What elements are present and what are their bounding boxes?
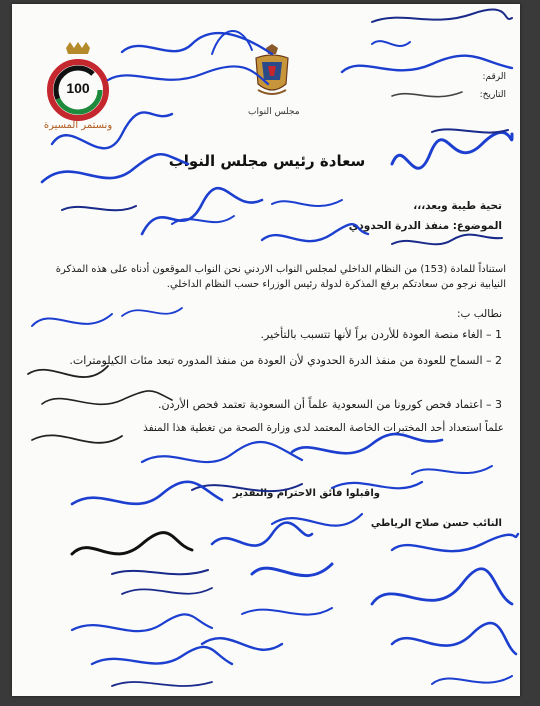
logo-caption: ونستمر المسيرة	[43, 120, 113, 131]
demand-item-1: 1 – الغاء منصة العودة للأردن براً لأنها تتسبب بالتأخير.	[260, 328, 502, 341]
lab-note: علماً استعداد أحد المختبرات الخاصة المعتمد لدى وزارة الصحة من تغطية هذا المنفذ	[143, 422, 504, 434]
closing-line: واقبلوا فائق الاحترام والتقدير	[232, 488, 380, 499]
logo-number: 100	[66, 80, 90, 96]
demand-item-2: 2 – السماح للعودة من منفذ الدرة الحدودي لأن العودة من منفذ المدوره تبعد مئات الكيلومترات.	[69, 354, 502, 367]
demands-intro: نطالب ب:	[456, 308, 502, 320]
parliament-label: مجلس النواب	[248, 107, 300, 117]
handwritten-signatures	[12, 4, 520, 696]
demand-item-3: 3 – اعتماد فحص كورونا من السعودية علماً أن السعودية تعتمد فحص الأردن.	[157, 398, 502, 411]
intro-paragraph: استناداً للمادة (153) من النظام الداخلي لمجلس النواب الاردني نحن النواب الموقعون أدناه على هذه المذكرة النيابية نرجو من سعادتكم برفع المذكرة لدولة رئيس الوزراء حسب النظام الداخلي.	[55, 264, 506, 290]
letter-title: سعادة رئيس مجلس النواب	[168, 152, 366, 170]
greeting: تحية طيبة وبعد،،،	[413, 200, 502, 212]
subject-line: الموضوع: منفذ الدرة الحدودي	[348, 220, 502, 232]
letter-page	[12, 4, 520, 696]
date-label: التاريخ:	[479, 90, 506, 100]
signer-name: النائب حسن صلاح الرياطي	[370, 518, 502, 529]
ref-label: الرقم:	[482, 72, 506, 82]
